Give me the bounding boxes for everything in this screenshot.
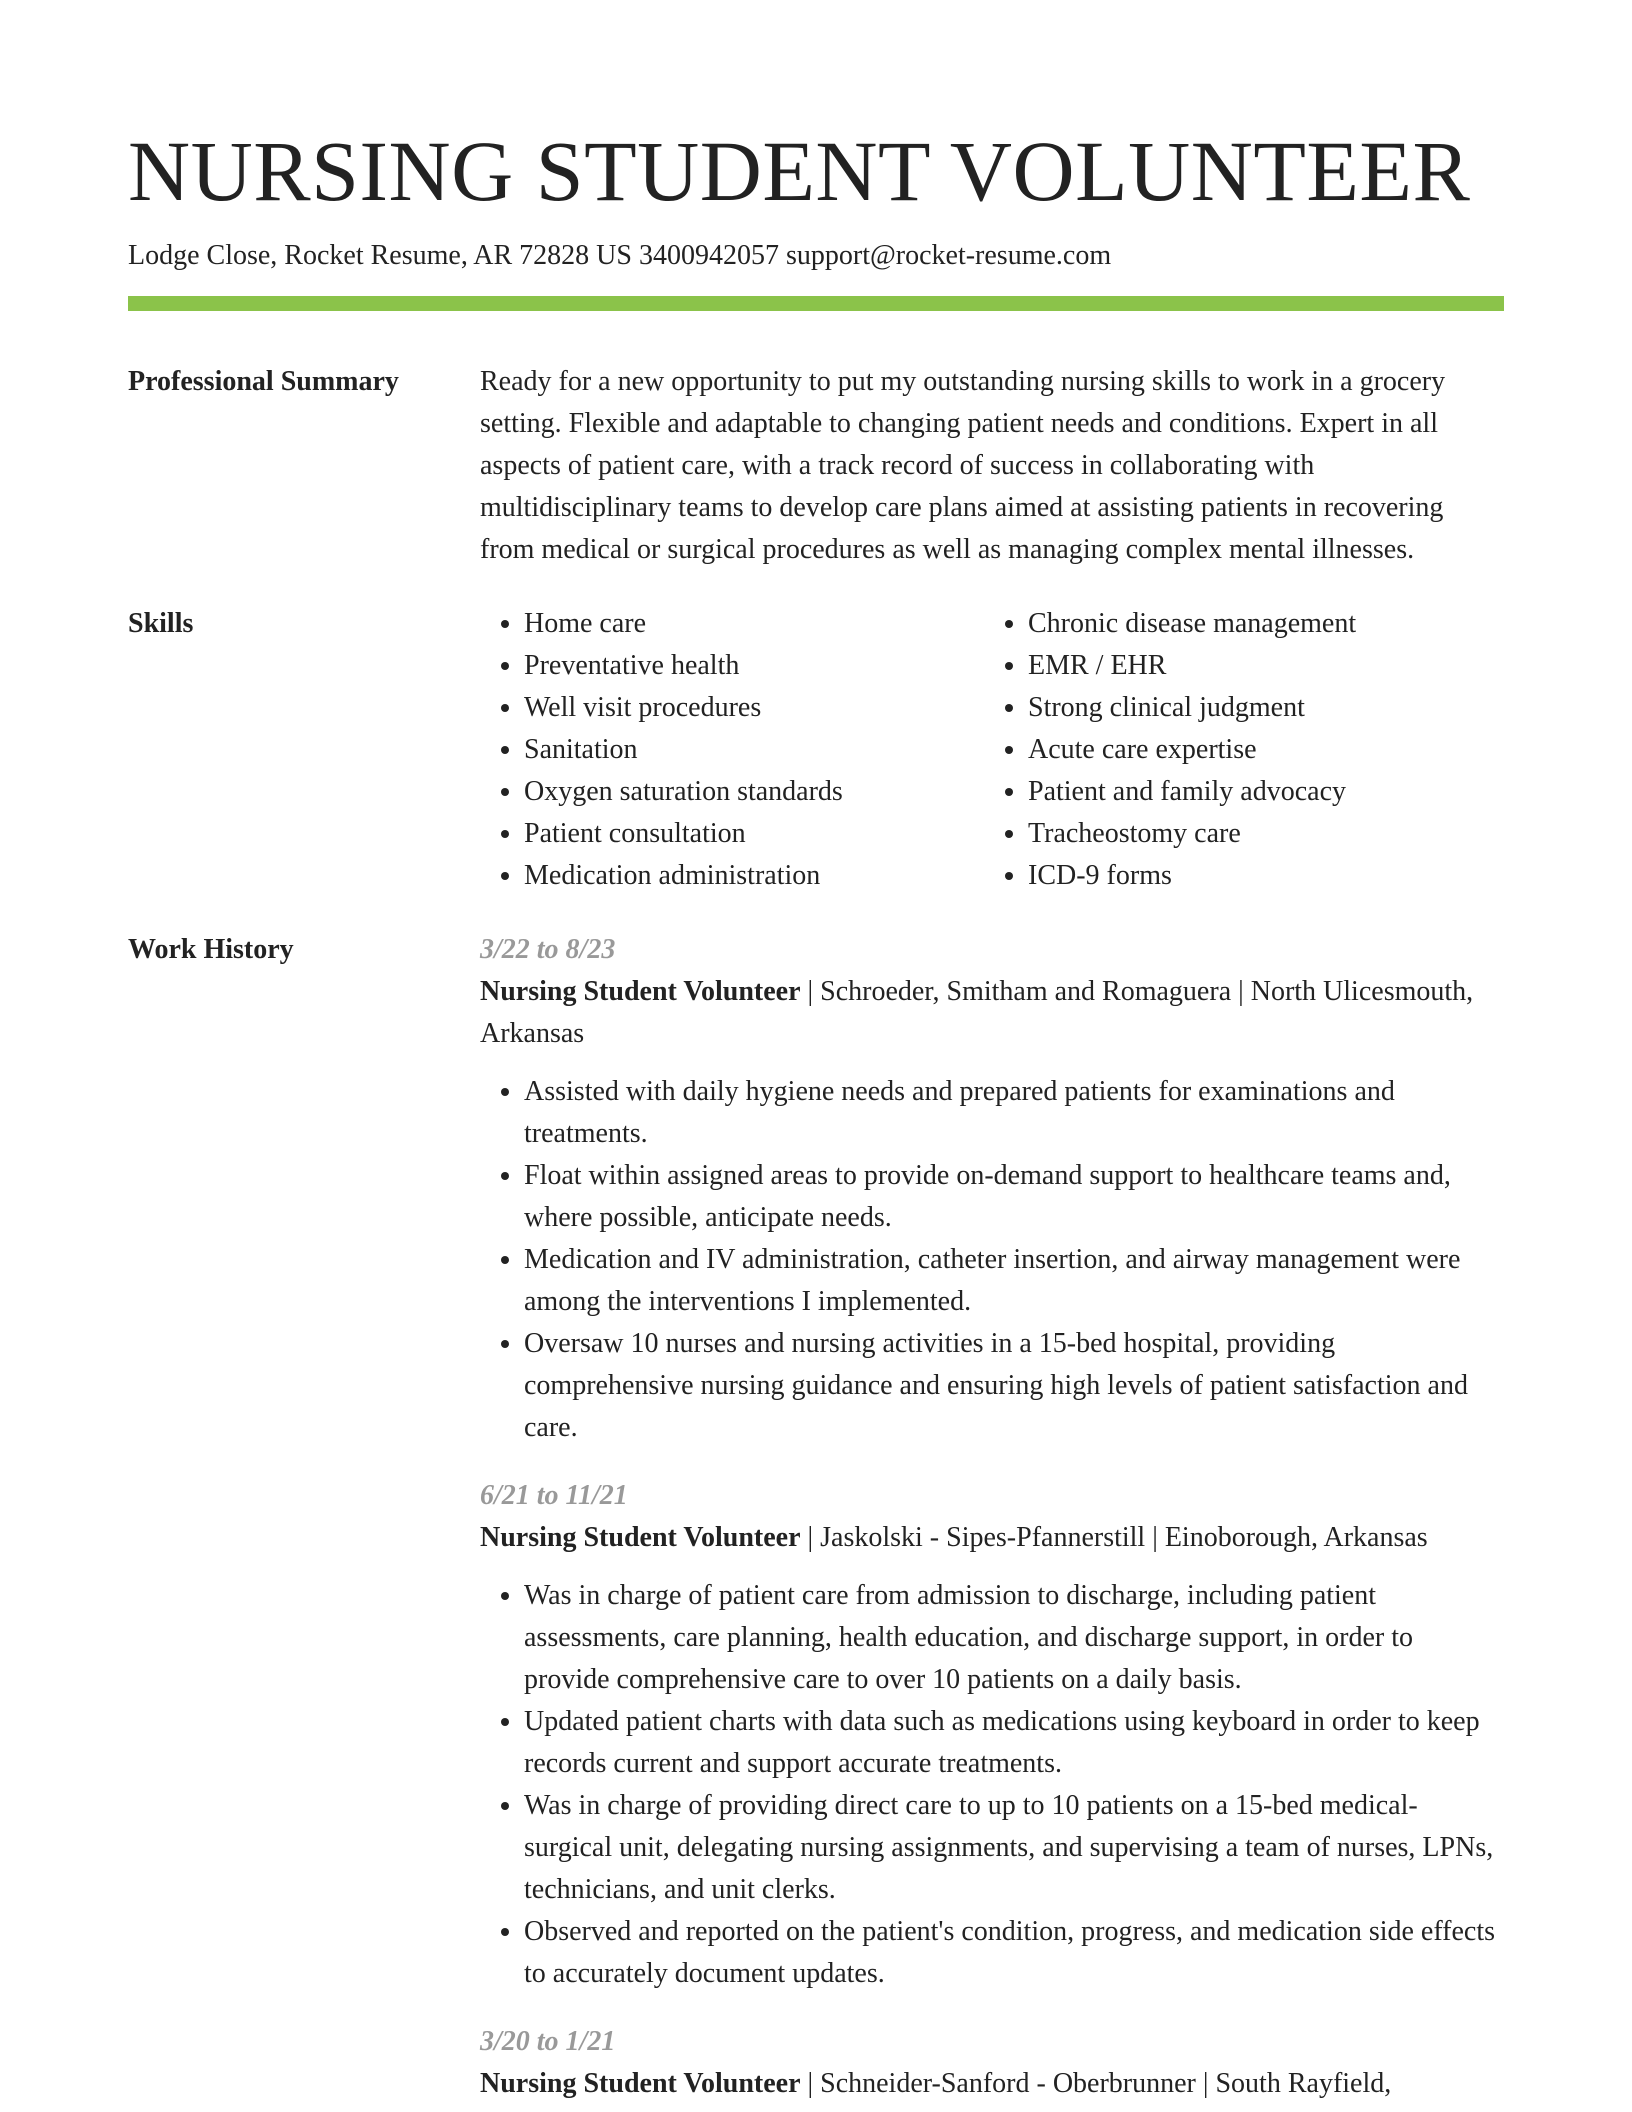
skill-item: • EMR / EHR (1028, 645, 1488, 687)
resume-name: NURSING STUDENT VOLUNTEER (128, 123, 1471, 219)
job-bullet: • Observed and reported on the patient's condition, progress, and medication side effects to accurately document updates. (524, 1911, 1504, 1995)
job-entry (480, 1475, 1504, 1995)
skill-item: • Strong clinical judgment (1028, 687, 1488, 729)
skills-list-left (480, 603, 984, 897)
contact-email: support@rocket-resume.com (785, 240, 1112, 271)
job-location: South Rayfield, (1215, 2068, 1392, 2099)
job-bullet: • Float within assigned areas to provide on-demand support to healthcare teams and, where possible, anticipate needs. (524, 1155, 1504, 1239)
skill-item: • Sanitation (524, 729, 984, 771)
skills-grid (480, 603, 1504, 897)
job-bullet: • Medication and IV administration, catheter insertion, and airway management were among the interventions I implemented. (524, 1239, 1504, 1323)
summary-text: Ready for a new opportunity to put my outstanding nursing skills to work in a grocery setting. Flexible and adaptable to changing patient needs and conditions. Expert in all aspects of patient care, with a track record of success in collaborating with multidisciplinary teams to develop care plans aimed at assisting patients in recovering from medical or surgical procedures as well as managing complex mental illnesses. (480, 366, 1446, 565)
job-title: Nursing Student Volunteer (480, 976, 801, 1007)
skill-item: • Home care (524, 603, 984, 645)
skills-label: Skills (128, 608, 194, 639)
skill-item: • Patient consultation (524, 813, 984, 855)
header-divider (128, 296, 1504, 311)
skill-item: • Well visit procedures (524, 687, 984, 729)
contact-address: Lodge Close, Rocket Resume, AR 72828 US (128, 240, 632, 271)
skill-item: • ICD-9 forms (1028, 855, 1488, 897)
job-title: Nursing Student Volunteer (480, 2068, 801, 2099)
contact-line (128, 238, 1504, 274)
job-dates: 6/21 to 11/21 (480, 1480, 628, 1511)
skill-item: • Patient and family advocacy (1028, 771, 1488, 813)
job-bullet: • Assisted with daily hygiene needs and prepared patients for examinations and treatments. (524, 1071, 1504, 1155)
summary-label: Professional Summary (128, 366, 399, 397)
job-bullet: • Was in charge of patient care from admission to discharge, including patient assessments, care planning, health education, and discharge support, in order to provide comprehensive care to over 10 patients on a daily basis. (524, 1575, 1504, 1701)
skill-item: • Medication administration (524, 855, 984, 897)
skill-item: • Chronic disease management (1028, 603, 1488, 645)
job-company: Schroeder, Smitham and Romaguera (820, 976, 1232, 1007)
summary-section (128, 361, 1504, 571)
skills-section (128, 603, 1504, 897)
job-title: Nursing Student Volunteer (480, 1522, 801, 1553)
resume-page (128, 0, 1504, 2105)
job-heading (480, 971, 1504, 1055)
contact-phone: 3400942057 (638, 240, 779, 271)
job-separator: | (1195, 2068, 1216, 2099)
job-heading (480, 2063, 1504, 2105)
job-separator: | (800, 2068, 821, 2099)
skill-item: • Acute care expertise (1028, 729, 1488, 771)
job-bullets (480, 1071, 1504, 1449)
job-entry (480, 929, 1504, 1449)
skill-item: • Oxygen saturation standards (524, 771, 984, 813)
job-bullet: • Was in charge of providing direct care to up to 10 patients on a 15-bed medical-surgical unit, delegating nursing assignments, and supervising a team of nurses, LPNs, technicians, and unit clerks. (524, 1785, 1504, 1911)
job-entry (480, 2021, 1504, 2105)
summary-content (480, 361, 1504, 571)
work-history-content (480, 929, 1504, 2105)
job-bullet: • Updated patient charts with data such as medications using keyboard in order to keep records current and support accurate treatments. (524, 1701, 1504, 1785)
job-separator: | (1231, 976, 1251, 1007)
job-company: Jaskolski - Sipes-Pfannerstill (820, 1522, 1146, 1553)
job-separator: | (1145, 1522, 1165, 1553)
job-dates: 3/20 to 1/21 (480, 2026, 616, 2057)
job-bullet: • Oversaw 10 nurses and nursing activities in a 15-bed hospital, providing comprehensive nursing guidance and ensuring high levels of patient satisfaction and care. (524, 1323, 1504, 1449)
job-location: North Ulicesmouth, Arkansas (480, 976, 1474, 1049)
job-separator: | (800, 1522, 821, 1553)
work-history-section (128, 929, 1504, 2105)
job-dates: 3/22 to 8/23 (480, 934, 616, 965)
skills-list-right (984, 603, 1488, 897)
work-history-label: Work History (128, 934, 294, 965)
job-bullets (480, 1575, 1504, 1995)
job-heading (480, 1517, 1504, 1559)
skill-item: • Preventative health (524, 645, 984, 687)
job-location: Einoborough, Arkansas (1164, 1522, 1428, 1553)
job-separator: | (800, 976, 821, 1007)
job-company: Schneider-Sanford - Oberbrunner (820, 2068, 1196, 2099)
skill-item: • Tracheostomy care (1028, 813, 1488, 855)
